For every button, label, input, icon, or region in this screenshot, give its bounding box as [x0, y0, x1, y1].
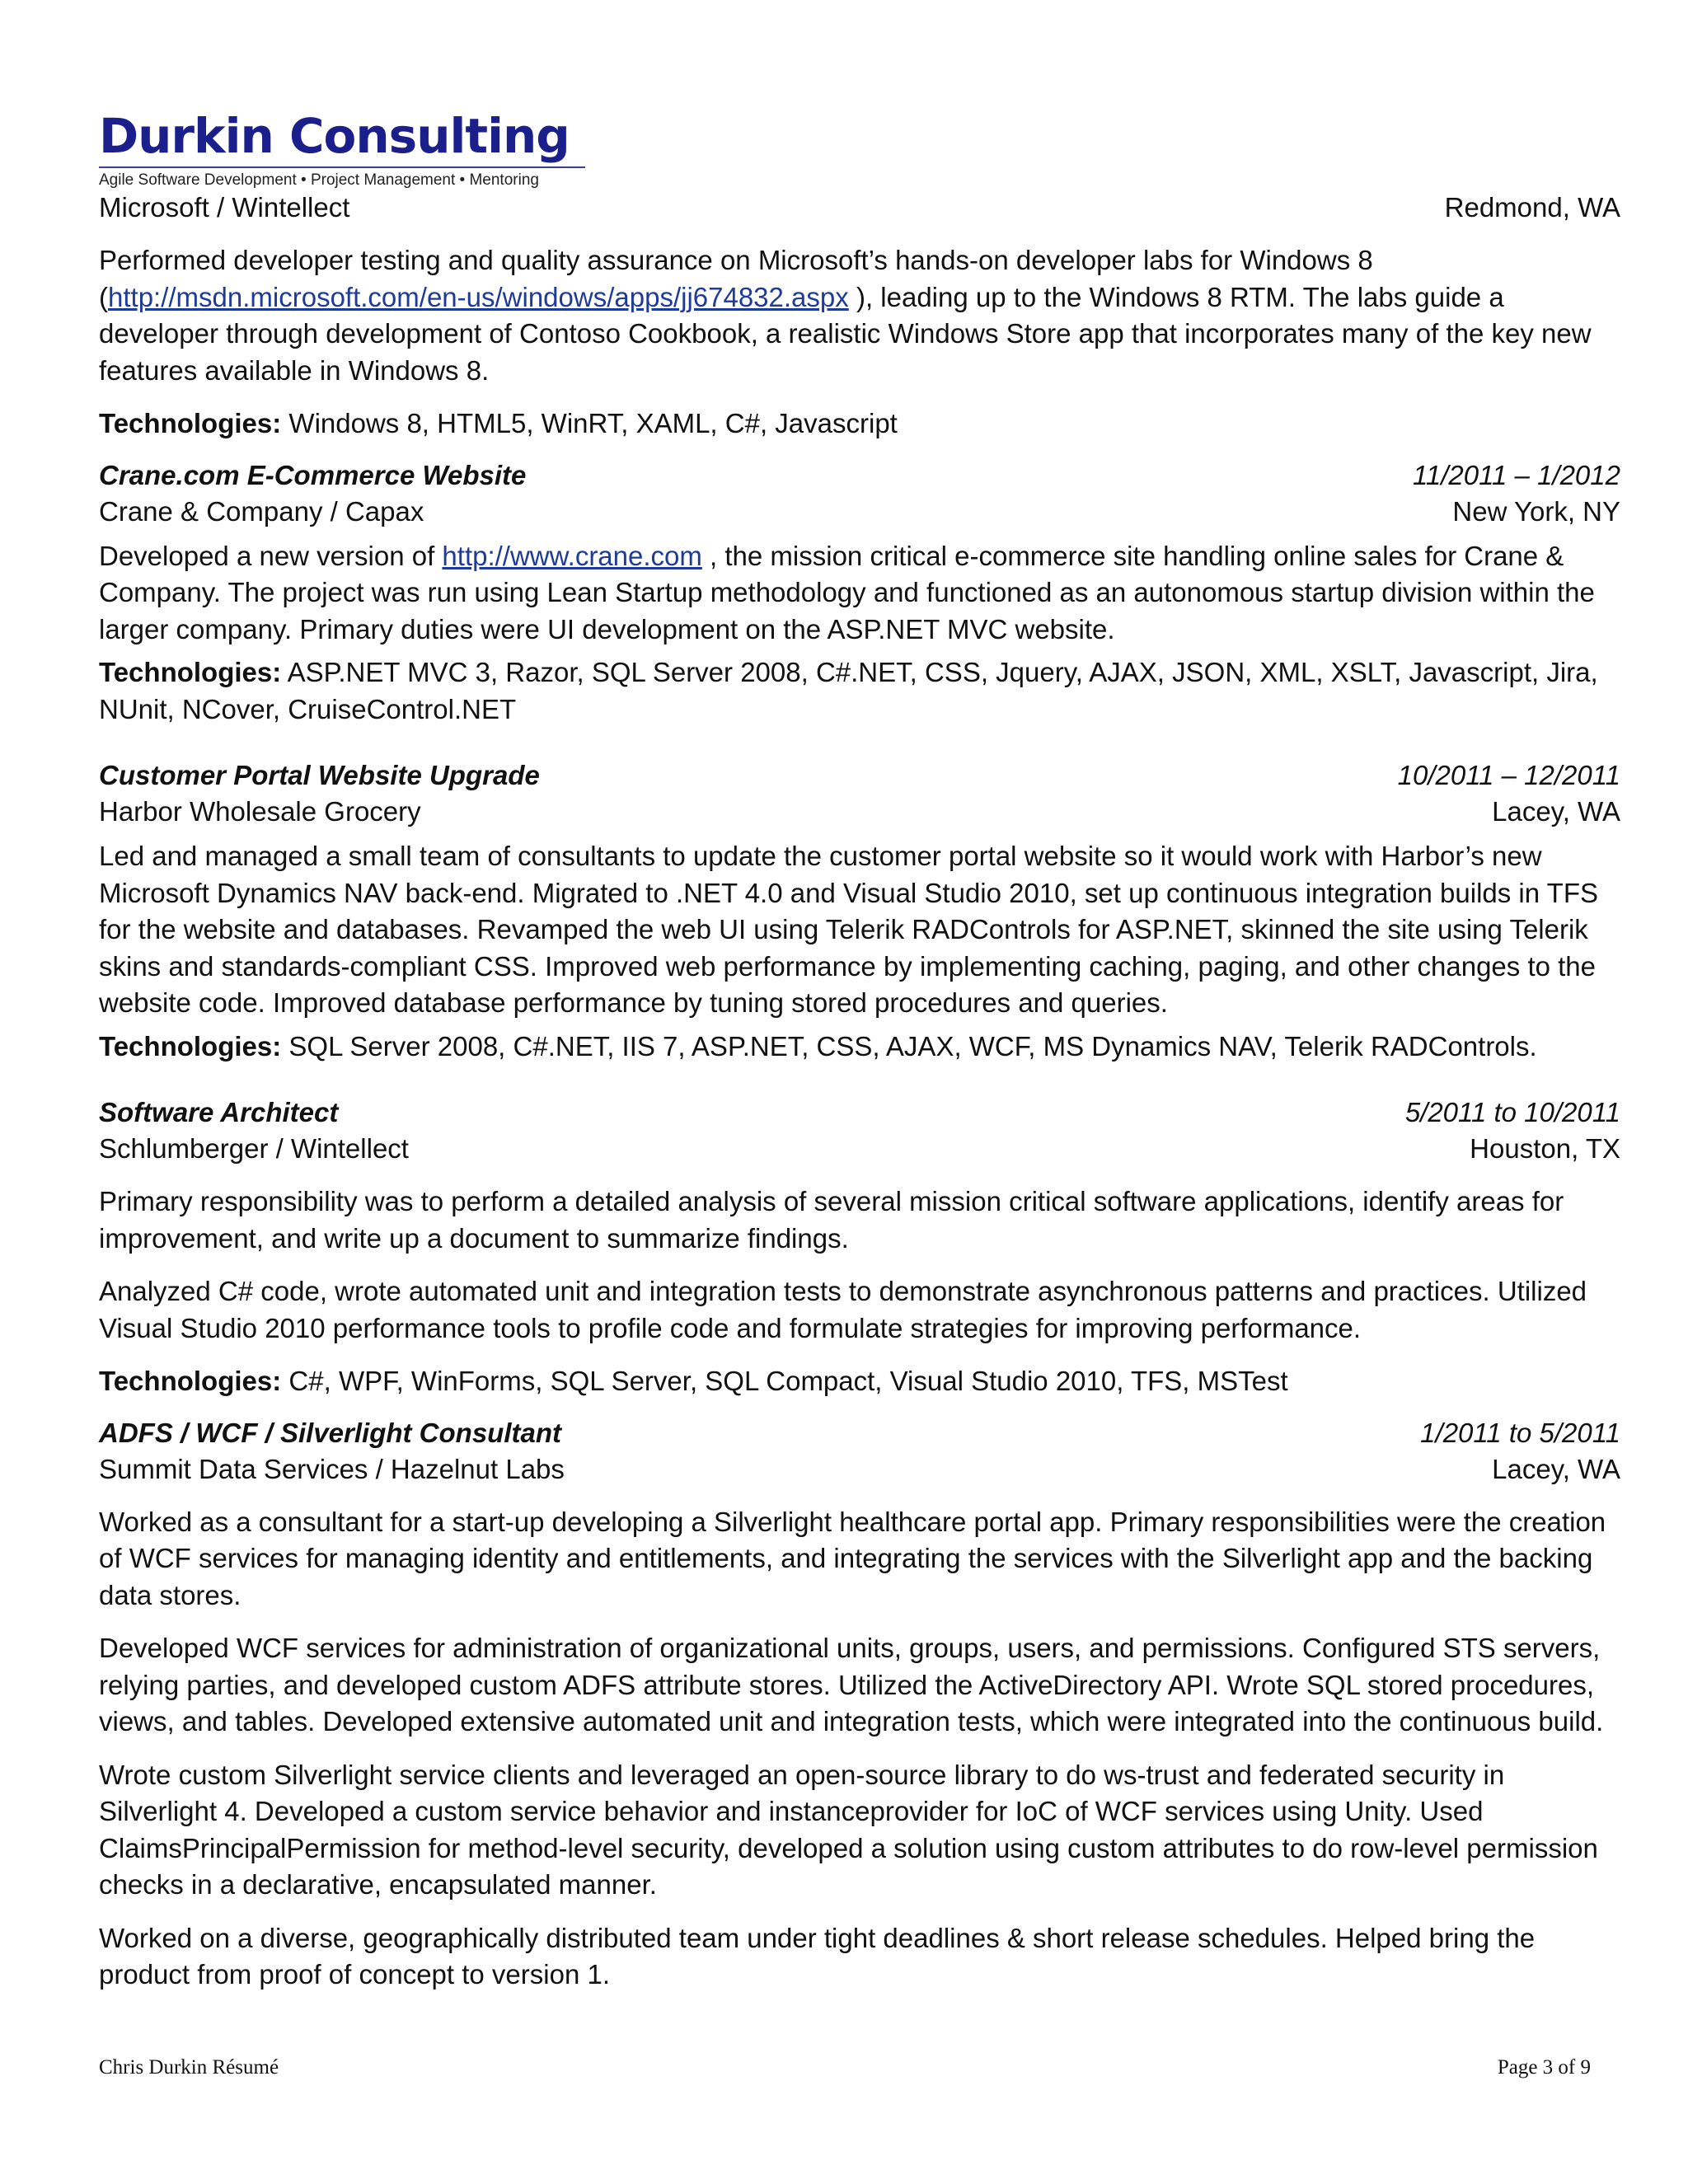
job-entry-microsoft: [99, 190, 1620, 443]
job-org: Harbor Wholesale Grocery: [99, 796, 421, 827]
job-description: [99, 242, 1620, 389]
job-org: Crane & Company / Capax: [99, 495, 424, 527]
page-footer: [99, 2056, 1591, 2079]
job-title: Crane.com E-Commerce Website: [99, 459, 527, 490]
job-technologies: [99, 1029, 1620, 1066]
job-subheader: [99, 1131, 1620, 1167]
resume-page: [99, 107, 1620, 1994]
technologies-list: ASP.NET MVC 3, Razor, SQL Server 2008, C#.NET, CSS, Jquery, AJAX, JSON, XML, XSLT, Javascript, Jira, NUnit, NCover, CruiseControl.NET: [99, 657, 1598, 724]
job-entry-schlumberger: [99, 1094, 1620, 1400]
desc-text: , the mission critical e-commerce site handling online sales for Crane & Company. The project was run using Lean Startup methodology and functioned as an autonomous startup division within the larger company. Primary duties were UI development on the ASP.NET MVC website.: [99, 540, 1595, 644]
job-dates: 1/2011 to 5/2011: [1420, 1417, 1620, 1448]
logo-name: Durkin Consulting: [99, 108, 570, 164]
job-description-4: Worked on a diverse, geographically distributed team under tight deadlines & short release schedules. Helped bring the product from proof of concept to version 1.: [99, 1922, 1536, 1990]
company-logo: [99, 107, 1620, 190]
job-description-2: Analyzed C# code, wrote automated unit and integration tests to demonstrate asynchronous patterns and practices. Utilized Visual Studio 2010 performance tools to profile code and formulate strategies for improving performance.: [99, 1276, 1587, 1343]
desc-text: Performed developer testing and quality assurance on Microsoft’s hands-on developer labs for Windows 8 (: [99, 245, 1373, 312]
job-location: Lacey, WA: [1492, 1453, 1620, 1484]
job-header: [99, 1415, 1620, 1451]
job-entry-crane: [99, 457, 1620, 729]
job-subheader: [99, 494, 1620, 530]
job-org: Summit Data Services / Hazelnut Labs: [99, 1453, 565, 1484]
job-header: [99, 457, 1620, 494]
crane-link[interactable]: http://www.crane.com: [442, 540, 702, 571]
technologies-list: SQL Server 2008, C#.NET, IIS 7, ASP.NET, CSS, AJAX, WCF, MS Dynamics NAV, Telerik RADControls.: [281, 1030, 1537, 1062]
logo-tagline: Agile Software Development • Project Management • Mentoring: [99, 171, 539, 189]
job-org: Schlumberger / Wintellect: [99, 1133, 409, 1164]
technologies-label: Technologies:: [99, 657, 282, 687]
job-technologies: [99, 405, 1620, 443]
technologies-list: Windows 8, HTML5, WinRT, XAML, C#, Javascript: [281, 408, 898, 438]
job-description-1: Primary responsibility was to perform a detailed analysis of several mission critical software applications, identify areas for improvement, and write up a document to summarize findings.: [99, 1186, 1564, 1254]
job-subheader: [99, 794, 1620, 830]
footer-page-number: Page 3 of 9: [1497, 2056, 1591, 2079]
technologies-label: Technologies:: [99, 1030, 282, 1062]
desc-text: ), leading up to the Windows 8 RTM. The labs guide a developer through development of Contoso Cookbook, a realistic Windows Store app that incorporates many of the key new features available in Windows 8.: [99, 281, 1592, 386]
job-description-3: Wrote custom Silverlight service clients and leveraged an open-source library to do ws-trust and federated security in Silverlight 4. Developed a custom service behavior and instanceprovider for IoC of WCF services using Unity. Used ClaimsPrincipalPermission for method-level security, developed a solution using custom attributes to do row-level permission checks in a declarative, encapsulated manner.: [99, 1759, 1598, 1900]
technologies-label: Technologies:: [99, 1366, 282, 1396]
job-description: Led and managed a small team of consultants to update the customer portal website so it would work with Harbor’s new Microsoft Dynamics NAV back-end. Migrated to .NET 4.0 and Visual Studio 2010, set up continuous integration builds in TFS for the website and databases. Revamped the web UI using Telerik RADControls for ASP.NET, skinned the site using Telerik skins and standards-compliant CSS. Improved web performance by implementing caching, paging, and other changes to the website code. Improved database performance by tuning stored procedures and queries.: [99, 841, 1599, 1018]
job-location: Redmond, WA: [1444, 192, 1620, 223]
job-location: Lacey, WA: [1492, 796, 1620, 827]
job-header: [99, 757, 1620, 794]
job-description: [99, 538, 1620, 649]
job-technologies: [99, 654, 1620, 728]
job-dates: 11/2011 – 1/2012: [1412, 459, 1620, 490]
job-dates: 5/2011 to 10/2011: [1404, 1097, 1620, 1127]
job-location: Houston, TX: [1470, 1133, 1620, 1164]
technologies-label: Technologies:: [99, 408, 282, 438]
job-entry-harbor: [99, 757, 1620, 1065]
job-org: Microsoft / Wintellect: [99, 192, 350, 223]
footer-document-name: Chris Durkin Résumé: [99, 2056, 279, 2079]
job-description-2: Developed WCF services for administration of organizational units, groups, users, and permissions. Configured STS servers, relying parties, and developed custom ADFS attribute stores. Utilized the ActiveDirectory API. Wrote SQL stored procedures, views, and tables. Developed extensive automated unit and integration tests, which were integrated into the continuous build.: [99, 1633, 1604, 1736]
job-technologies: [99, 1363, 1620, 1400]
msdn-link[interactable]: http://msdn.microsoft.com/en-us/windows/apps/jj674832.aspx: [108, 281, 849, 312]
job-header: [99, 1094, 1620, 1131]
job-title: Software Architect: [99, 1097, 339, 1127]
job-title: Customer Portal Website Upgrade: [99, 760, 540, 790]
desc-text: Developed a new version of: [99, 540, 443, 571]
logo-rule: [99, 166, 585, 168]
job-dates: 10/2011 – 12/2011: [1397, 760, 1620, 790]
job-location: New York, NY: [1452, 495, 1620, 527]
job-description-1: Worked as a consultant for a start-up developing a Silverlight healthcare portal app. Primary responsibilities were the creation of WCF services for managing identity and entitlements, and integrating the services with the Silverlight app and the backing data stores.: [99, 1506, 1606, 1610]
technologies-list: C#, WPF, WinForms, SQL Server, SQL Compact, Visual Studio 2010, TFS, MSTest: [281, 1366, 1288, 1396]
job-title: ADFS / WCF / Silverlight Consultant: [99, 1417, 561, 1448]
job-entry-summit: [99, 1415, 1620, 1994]
job-subheader: [99, 1451, 1620, 1488]
job-subheader: [99, 190, 1620, 226]
